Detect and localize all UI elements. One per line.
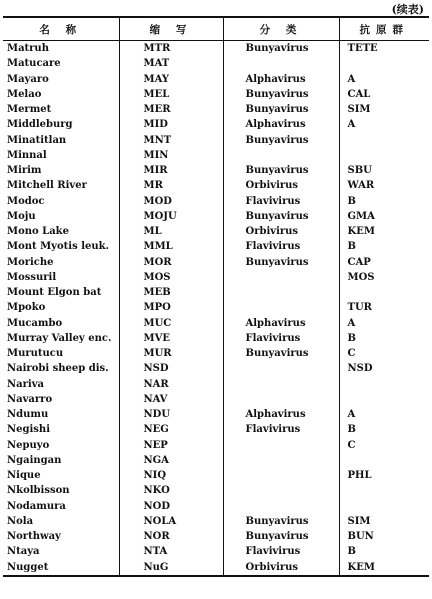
cell-antigen-group: B — [339, 544, 429, 559]
table-row — [3, 453, 429, 468]
table-row — [3, 133, 429, 148]
cell-abbreviation: MPO — [119, 300, 223, 315]
cell-name: Mount Elgon bat — [7, 287, 102, 299]
table-row — [3, 377, 429, 392]
cell-name: Mucambo — [7, 317, 63, 329]
cell-classification: Flavivirus — [223, 331, 339, 346]
cell-name: Ndumu — [7, 409, 49, 421]
cell-abbreviation: MUC — [119, 316, 223, 331]
cell-antigen-group — [339, 148, 429, 163]
table-row — [3, 300, 429, 315]
cell-antigen-group: B — [339, 331, 429, 346]
table-row — [3, 438, 429, 453]
cell-antigen-group: A — [339, 407, 429, 422]
cell-antigen-group: SBU — [339, 163, 429, 178]
cell-name: Navarro — [7, 393, 53, 405]
cell-abbreviation: NGA — [119, 453, 223, 468]
cell-abbreviation: NTA — [119, 544, 223, 559]
cell-abbreviation: MOJU — [119, 209, 223, 224]
cell-antigen-group — [339, 453, 429, 468]
cell-abbreviation: MOD — [119, 194, 223, 209]
table-row — [3, 560, 429, 576]
cell-classification: Alphavirus — [223, 72, 339, 87]
table-row — [3, 41, 429, 57]
cell-antigen-group: C — [339, 438, 429, 453]
cell-antigen-group — [339, 392, 429, 407]
table-row — [3, 392, 429, 407]
table-row — [3, 163, 429, 178]
header-name: 名 称 — [3, 17, 119, 41]
cell-classification — [223, 285, 339, 300]
cell-name: Murray Valley enc. — [7, 332, 112, 344]
cell-antigen-group: TUR — [339, 300, 429, 315]
cell-abbreviation: MIR — [119, 163, 223, 178]
cell-name: Mont Myotis leuk. — [7, 241, 110, 253]
cell-antigen-group: GMA — [339, 209, 429, 224]
cell-classification: Bunyavirus — [223, 346, 339, 361]
cell-antigen-group: NSD — [339, 361, 429, 376]
cell-antigen-group: SIM — [339, 102, 429, 117]
cell-abbreviation: MID — [119, 117, 223, 132]
cell-antigen-group: B — [339, 194, 429, 209]
cell-abbreviation: ML — [119, 224, 223, 239]
cell-abbreviation: NOD — [119, 499, 223, 514]
cell-antigen-group — [339, 56, 429, 71]
cell-classification: Bunyavirus — [223, 163, 339, 178]
cell-abbreviation: MUR — [119, 346, 223, 361]
table-row — [3, 316, 429, 331]
cell-antigen-group: WAR — [339, 178, 429, 193]
cell-classification: Flavivirus — [223, 544, 339, 559]
table-row — [3, 194, 429, 209]
cell-abbreviation: MVE — [119, 331, 223, 346]
cell-classification: Orbivirus — [223, 560, 339, 576]
cell-classification: Bunyavirus — [223, 102, 339, 117]
cell-classification — [223, 392, 339, 407]
table-row — [3, 148, 429, 163]
cell-classification — [223, 361, 339, 376]
cell-classification: Bunyavirus — [223, 529, 339, 544]
cell-classification: Alphavirus — [223, 117, 339, 132]
cell-name: Mayaro — [7, 73, 49, 85]
cell-abbreviation: MNT — [119, 133, 223, 148]
cell-antigen-group — [339, 499, 429, 514]
cell-name: Mono Lake — [7, 226, 69, 238]
cell-classification: Bunyavirus — [223, 87, 339, 102]
table-row — [3, 331, 429, 346]
cell-name: Negishi — [7, 424, 50, 436]
cell-abbreviation: MIN — [119, 148, 223, 163]
cell-antigen-group — [339, 377, 429, 392]
cell-name: Middleburg — [7, 119, 73, 131]
table-row — [3, 87, 429, 102]
cell-antigen-group: A — [339, 72, 429, 87]
cell-antigen-group — [339, 285, 429, 300]
cell-abbreviation: NKO — [119, 483, 223, 498]
cell-classification: Orbivirus — [223, 178, 339, 193]
cell-abbreviation: MAT — [119, 56, 223, 71]
cell-abbreviation: MML — [119, 239, 223, 254]
cell-name: Mpoko — [7, 302, 46, 314]
cell-name: Murutucu — [7, 348, 64, 360]
cell-classification — [223, 453, 339, 468]
header-abbreviation: 缩 写 — [119, 17, 223, 41]
cell-abbreviation: NAR — [119, 377, 223, 392]
cell-name: Melao — [7, 88, 42, 100]
cell-name: Ntaya — [7, 546, 40, 558]
cell-classification: Flavivirus — [223, 194, 339, 209]
cell-antigen-group: KEM — [339, 224, 429, 239]
cell-antigen-group: B — [339, 422, 429, 437]
table-row — [3, 422, 429, 437]
cell-antigen-group: A — [339, 316, 429, 331]
cell-name: Ngaingan — [7, 454, 62, 466]
continued-label: (续表) — [391, 3, 424, 16]
cell-abbreviation: NIQ — [119, 468, 223, 483]
table-row — [3, 407, 429, 422]
cell-abbreviation: NEG — [119, 422, 223, 437]
cell-abbreviation: MEL — [119, 87, 223, 102]
cell-antigen-group: C — [339, 346, 429, 361]
cell-name: Minatitlan — [7, 134, 67, 146]
cell-name: Mermet — [7, 104, 52, 116]
cell-classification — [223, 377, 339, 392]
cell-classification — [223, 148, 339, 163]
table-row — [3, 255, 429, 270]
cell-abbreviation: MOS — [119, 270, 223, 285]
cell-classification — [223, 438, 339, 453]
header-classification: 分 类 — [223, 17, 339, 41]
table-row — [3, 209, 429, 224]
cell-name: Nkolbisson — [7, 485, 70, 497]
cell-abbreviation: NOR — [119, 529, 223, 544]
table-row — [3, 514, 429, 529]
cell-abbreviation: MTR — [119, 41, 223, 57]
table-body — [3, 41, 429, 576]
cell-classification — [223, 483, 339, 498]
header-antigen-group: 抗原群 — [339, 17, 429, 41]
cell-name: Nepuyo — [7, 439, 50, 451]
cell-name: Nodamura — [7, 500, 66, 512]
cell-classification: Alphavirus — [223, 316, 339, 331]
table-row — [3, 178, 429, 193]
cell-name: Matruh — [7, 43, 49, 55]
table-row — [3, 102, 429, 117]
cell-antigen-group: CAL — [339, 87, 429, 102]
table-row — [3, 529, 429, 544]
cell-name: Mossuril — [7, 271, 57, 283]
table-row — [3, 468, 429, 483]
cell-classification: Bunyavirus — [223, 41, 339, 57]
cell-name: Moju — [7, 210, 36, 222]
cell-name: Nairobi sheep dis. — [7, 363, 109, 375]
table-row — [3, 544, 429, 559]
cell-abbreviation: NuG — [119, 560, 223, 576]
cell-name: Nique — [7, 470, 41, 482]
cell-name: Minnal — [7, 149, 47, 161]
cell-name: Moriche — [7, 256, 54, 268]
cell-name: Nugget — [3, 560, 119, 576]
cell-antigen-group — [339, 483, 429, 498]
cell-abbreviation: MAY — [119, 72, 223, 87]
cell-classification: Alphavirus — [223, 407, 339, 422]
table-row — [3, 56, 429, 71]
cell-classification: Bunyavirus — [223, 514, 339, 529]
cell-antigen-group: MOS — [339, 270, 429, 285]
cell-name: Matucare — [7, 58, 61, 70]
table-row — [3, 499, 429, 514]
cell-name: Nola — [7, 515, 34, 527]
cell-antigen-group: TETE — [339, 41, 429, 57]
cell-antigen-group: CAP — [339, 255, 429, 270]
cell-name: Mirim — [7, 165, 42, 177]
virus-table — [3, 16, 429, 577]
cell-name: Mitchell River — [7, 180, 87, 192]
table-row — [3, 483, 429, 498]
cell-abbreviation: NAV — [119, 392, 223, 407]
cell-antigen-group: PHL — [339, 468, 429, 483]
cell-antigen-group: A — [339, 117, 429, 132]
cell-abbreviation: NEP — [119, 438, 223, 453]
table-row — [3, 285, 429, 300]
cell-abbreviation: MEB — [119, 285, 223, 300]
cell-classification — [223, 300, 339, 315]
cell-classification — [223, 468, 339, 483]
table-row — [3, 72, 429, 87]
table-row — [3, 224, 429, 239]
table-row — [3, 346, 429, 361]
cell-classification: Bunyavirus — [223, 209, 339, 224]
cell-classification: Flavivirus — [223, 239, 339, 254]
cell-name: Modoc — [7, 195, 45, 207]
cell-antigen-group: BUN — [339, 529, 429, 544]
table-row — [3, 361, 429, 376]
cell-classification: Orbivirus — [223, 224, 339, 239]
cell-classification: Bunyavirus — [223, 255, 339, 270]
cell-classification: Flavivirus — [223, 422, 339, 437]
table-row — [3, 117, 429, 132]
cell-abbreviation: NSD — [119, 361, 223, 376]
cell-name: Nariva — [7, 378, 44, 390]
cell-classification — [223, 56, 339, 71]
cell-abbreviation: NDU — [119, 407, 223, 422]
cell-antigen-group — [339, 133, 429, 148]
cell-abbreviation: MR — [119, 178, 223, 193]
cell-antigen-group: KEM — [339, 560, 429, 576]
table-row — [3, 270, 429, 285]
cell-abbreviation: MOR — [119, 255, 223, 270]
cell-abbreviation: MER — [119, 102, 223, 117]
table-row — [3, 239, 429, 254]
cell-classification: Bunyavirus — [223, 133, 339, 148]
cell-classification — [223, 499, 339, 514]
cell-antigen-group: B — [339, 239, 429, 254]
cell-antigen-group: SIM — [339, 514, 429, 529]
table-header — [3, 17, 429, 41]
cell-abbreviation: NOLA — [119, 514, 223, 529]
cell-name: Northway — [7, 531, 61, 543]
cell-classification — [223, 270, 339, 285]
